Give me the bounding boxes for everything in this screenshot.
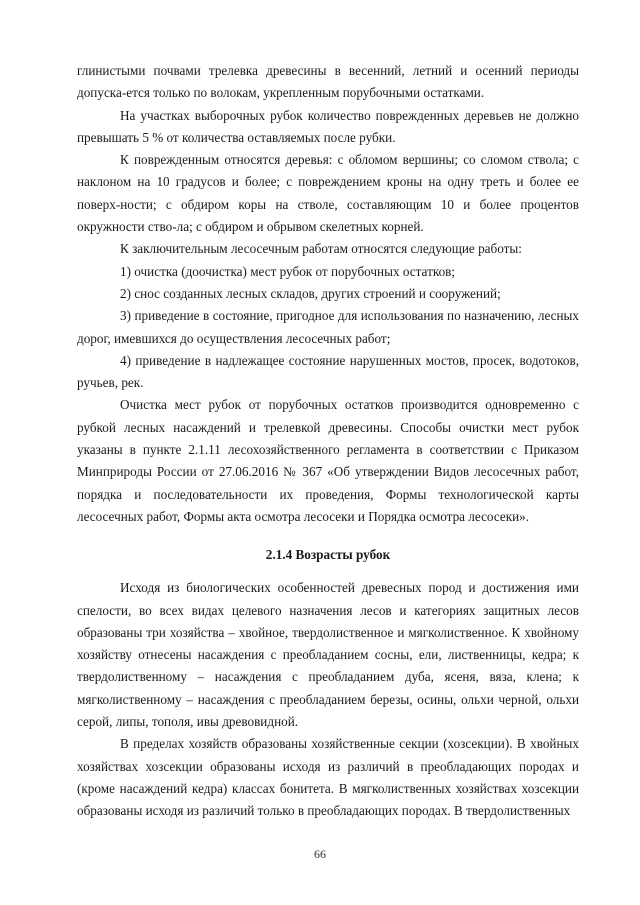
- list-item-4: 4) приведение в надлежащее состояние нарушенных мостов, просек, водотоков, ручьев, рек.: [77, 352, 579, 391]
- paragraph-0: глинистыми почвами трелевка древесины в весенний, летний и осенний периоды допуска-ется только по волокам, укрепленным порубочными остатками.: [77, 63, 579, 101]
- list-item-2: 2) снос созданных лесных складов, других строений и сооружений;: [120, 285, 501, 301]
- paragraph-10: В пределах хозяйств образованы хозяйственные секции (хозсекции). В хвойных хозяйствах хозсекции образованы исходя из различий в преобладающих породах и (кроме насаждений кедра) классах бонитета. В мягколиственных хозяйствах хозсекции образованы исходя из различий только в преобладающих породах. В твердолиственных: [77, 736, 579, 819]
- paragraph-2: К поврежденным относятся деревья: с обломом вершины; со сломом ствола; с наклоном на 10 градусов и более; с повреждением кроны на одну треть и более ее поверх-ности; с обдиром коры на стволе, составляющим 10 и более процентов окружности ство-ла; с обдиром и обрывом скелетных корней.: [77, 152, 579, 235]
- list-item-1: 1) очистка (доочистка) мест рубок от порубочных остатков;: [120, 263, 456, 279]
- page-number: 66: [314, 847, 326, 861]
- section-heading: 2.1.4 Возрасты рубок: [265, 547, 391, 563]
- paragraph-9: Исходя из биологических особенностей древесных пород и достижения ими спелости, во всех видах целевого назначения лесов и категориях защитных лесов образованы три хозяйства – хвойное, твердолиственное и мягколиственное. К хвойному хозяйству отнесены насаждения с преобладанием сосны, ели, лиственницы, кедра; к твердолиственному – насаждения с преобладанием дуба, ясеня, вяза, клена; к мягколиственному – насаждения с преобладанием березы, осины, ольхи черной, ольхи серой, липы, тополя, ивы древовидной.: [77, 580, 579, 730]
- body-text: [77, 60, 579, 823]
- paragraph-8: Очистка мест рубок от порубочных остатков производится одновременно с рубкой лесных насаждений и трелевкой древесины. Способы очистки мест рубок указаны в пункте 2.1.11 лесохозяйственного регламента в соответствии с Приказом Минприроды России от 27.06.2016 № 367 «Об утверждении Видов лесосечных работ, порядка и последовательности их проведения, Формы технологической карты лесосечных работ, Формы акта осмотра лесосеки и Порядка осмотра лесосеки».: [77, 397, 579, 524]
- list-item-3: 3) приведение в состояние, пригодное для использования по назначению, лесных дорог, имевшихся до осуществления лесосечных работ;: [77, 308, 579, 346]
- paragraph-3: К заключительным лесосечным работам относятся следующие работы:: [120, 241, 522, 257]
- paragraph-1: На участках выборочных рубок количество поврежденных деревьев не должно превышать 5 % от количества оставляемых после рубки.: [77, 107, 579, 145]
